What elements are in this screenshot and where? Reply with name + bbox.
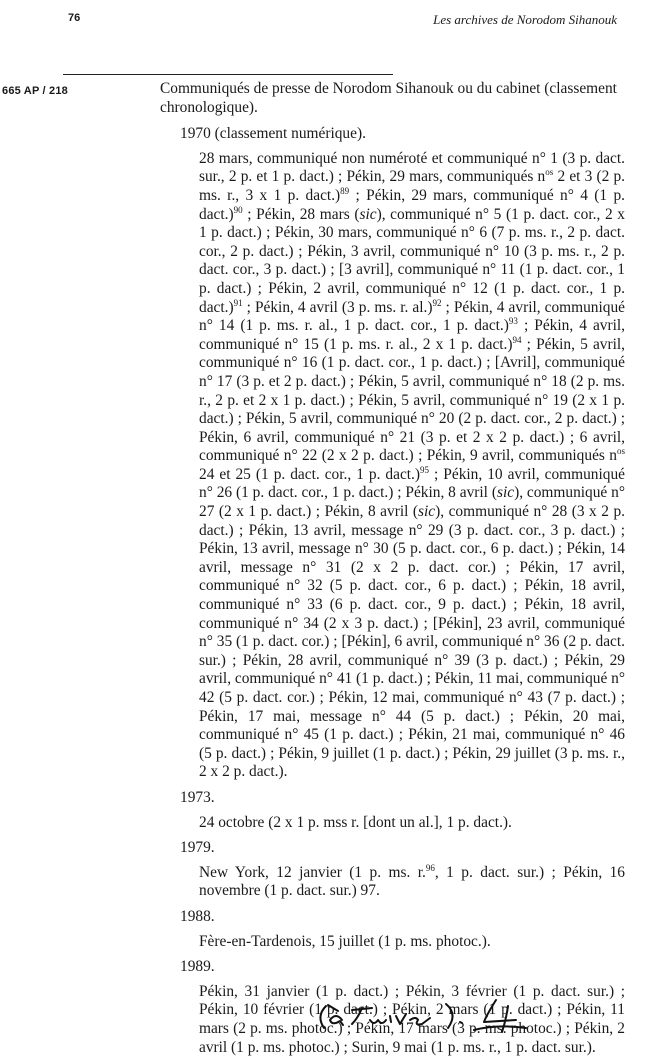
year-1988: 1988. [180, 907, 215, 925]
year-1989: 1989. [180, 958, 215, 976]
handwritten-close-paren [446, 1004, 453, 1028]
page-header [0, 12, 645, 34]
handwritten-suivre [352, 1008, 430, 1025]
year-1970: 1970 (classement numérique). [180, 125, 366, 143]
entries-1988-text: Fère-en-Tardenois, 15 juillet (1 p. ms. photoc.). [199, 932, 491, 950]
entries-1989-text: Pékin, 31 janvier (1 p. dact.) ; Pékin, 3 février (1 p. dact. sur.) ; Pékin, 10 février (1 p. dact.) ; Pékin, 2 mars (1 p. dact.) ; Pékin, 11 mars (2 p. ms. photoc.) ; Pékin, 17 mars (3 p. ms. photoc.) ; Pékin, 2 avril (1 p. ms. photoc.) ; Surin, 9 mai (1 p. ms. r., 1 p. dact. sur.). [199, 982, 625, 1056]
handwritten-note [312, 996, 538, 1034]
entries-1970-text: 28 mars, communiqué non numéroté et communiqué n° 1 (3 p. dact. sur., 2 p. et 1 p. dact.) ; Pékin, 29 mars, communiqués $n^{os}$ 2 et 3 (2 p. ms. r., 3 x 1 p. dact.)$^{89}$ ; Pékin, 29 mars, communiqué n° 4 (1 p. dact.)$^{90}$ ; Pékin, 28 mars (sic), communiqué n° 5 (1 p. dact. cor., 2 x 1 p. dact.) ; Pékin, 30 mars, communiqué n° 6 (7 p. ms. r., 2 p. dact. cor., 2 p. dact.) ; Pékin, 3 avril, communiqué n° 10 (3 p. ms. r., 2 p. dact. cor., 3 p. dact.) ; [3 avril], communiqué n° 11 (1 p. dact. cor., 1 p. dact.) ; Pékin, 2 avril, communiqué n° 12 (1 p. dact. cor., 1 p. dact.)$^{91}$ ; Pékin, 4 avril (3 p. ms. r. al.)$^{92}$ ; Pékin, 4 avril, communiqué n° 14 (1 p. ms. r. al., 1 p. dact. cor., 1 p. dact.)$^{93}$ ; Pékin, 4 avril, communiqué n° 15 (1 p. ms. r. al., 2 x 1 p. dact.)$^{94}$ ; Pékin, 5 avril, communiqué n° 16 (1 p. dact. cor., 1 p. dact.) ; [Avril], communiqué n° 17 (3 p. et 2 p. dact.) ; Pékin, 5 avril, communiqué n° 18 (2 p. ms. r., 2 p. et 2 x 1 p. dact.) ; Pékin, 5 avril, communiqué n° 19 (2 x 1 p. dact.) ; Pékin, 5 avril, communiqué n° 20 (2 p. dact. cor., 2 p. dact.) ; Pékin, 6 avril, communiqué n° 21 (3 p. et 2 x 2 p. dact.) ; 6 avril, communiqué n° 22 (2 x 2 p. dact.) ; Pékin, 9 avril, communiqués $n^{os}$ 24 et 25 (1 p. dact. cor., 1 p. dact.)$^{95}$ ; Pékin, 10 avril, communiqué n° 26 (1 p. dact. cor., 1 p. dact.) ; Pékin, 8 avril (sic), communiqué n° 27 (2 x 1 p. dact.) ; Pékin, 8 avril (sic), communiqué n° 28 (3 x 2 p. dact.) ; Pékin, 13 avril, message n° 29 (3 p. dact. cor., 3 p. dact.) ; Pékin, 13 avril, message n° 30 (5 p. dact. cor., 6 p. dact.) ; Pékin, 14 avril, message n° 31 (2 x 2 p. dact. cor.) ; Pékin, 17 avril, communiqué n° 32 (5 p. dact. cor., 6 p. dact.) ; Pékin, 18 avril, communiqué n° 33 (6 p. dact. cor., 9 p. dact.) ; Pékin, 18 avril, communiqué n° 34 (2 x 3 p. dact.) ; [Pékin], 23 avril, communiqué n° 35 (1 p. dact. cor.) ; [Pékin], 6 avril, communiqué n° 36 (2 p. dact. sur.) ; Pékin, 28 avril, communiqué n° 39 (3 p. dact.) ; Pékin, 29 avril, communiqué n° 41 (1 p. dact.) ; Pékin, 11 mai, communiqué n° 42 (5 p. dact. cor.) ; Pékin, 12 mai, communiqué n° 43 (7 p. dact.) ; Pékin, 17 mai, message n° 44 (5 p. dact.) ; Pékin, 20 mai, communiqué n° 45 (1 p. dact.) ; Pékin, 21 mai, communiqué n° 46 (5 p. dact.) ; Pékin, 9 juillet (1 p. dact.) ; Pékin, 29 juillet (3 p. ms. r., 2 x 2 p. dact.). [199, 149, 625, 781]
handwritten-open-paren [320, 1006, 326, 1028]
year-1973: 1973. [180, 788, 215, 806]
inventory-entry [160, 80, 625, 1057]
entries-1979-text: New York, 12 janvier (1 p. ms. r.$^{96}$, 1 p. dact. sur.) ; Pékin, 16 novembre (1 p. dact. sur.) 97. [199, 862, 625, 900]
entry-heading: Communiqués de presse de Norodom Sihanouk ou du cabinet (classement chronologique). [160, 80, 617, 116]
entries-1970 [199, 150, 625, 782]
entries-1988 [199, 933, 625, 952]
archive-cote: 665 AP / 218 [2, 85, 69, 97]
section-rule [63, 74, 393, 75]
entries-1979 [199, 864, 625, 901]
handwritten-accent [328, 1005, 338, 1011]
entries-1973-text: 24 octobre (2 x 1 p. mss r. [dont un al.], 1 p. dact.). [199, 813, 512, 831]
entries-1973 [199, 814, 625, 833]
page-number: 76 [68, 12, 81, 24]
handwritten-period [460, 1022, 462, 1023]
running-title: Les archives de Norodom Sihanouk [433, 12, 617, 27]
handwritten-underline [474, 1026, 526, 1030]
year-1979: 1979. [180, 839, 215, 857]
handwritten-a [330, 1016, 343, 1025]
